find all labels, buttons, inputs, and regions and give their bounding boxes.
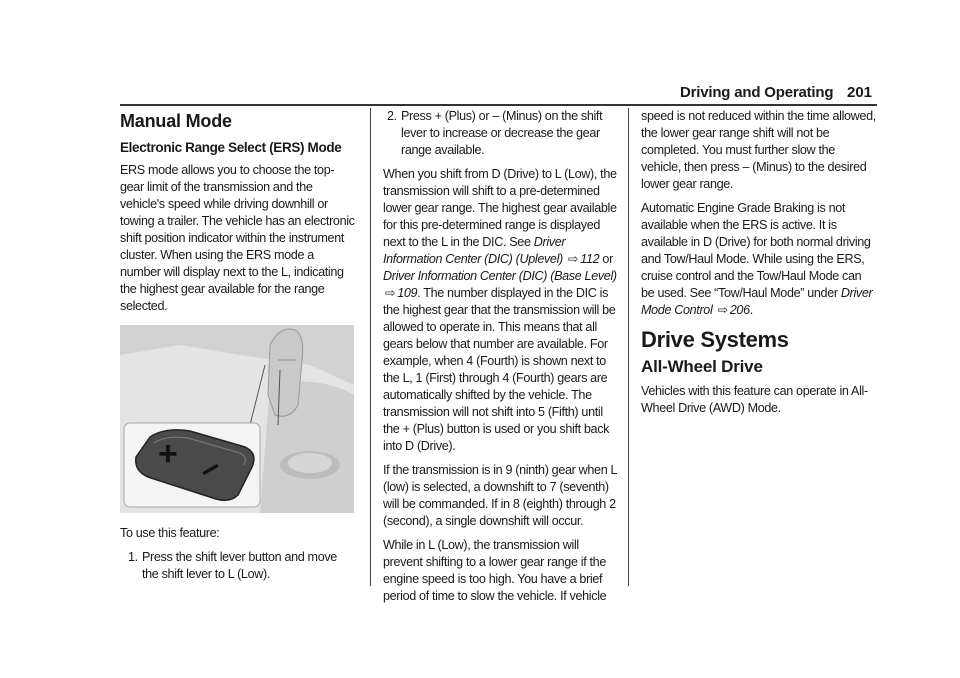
step-1-number: 1. [128, 550, 138, 564]
page-ref-arrow-icon: ⇨ [717, 303, 728, 317]
page-number: 201 [847, 84, 873, 101]
page-ref-206[interactable]: 206 [729, 303, 750, 317]
column-1 [120, 108, 356, 590]
step-2 [387, 108, 619, 159]
paragraph-shift-text-b: . The number displayed in the DIC is the highest gear that the transmission will be allowed to operate in. This means that all gears below that number are available. For example, when 4 (Fourth) is shown next to the L, 1 (First) through 4 (Fourth) gears are automatically shifted by the vehicle. The transmission will not shift into 5 (Fifth) until the + (Plus) button is used or you shift back into D (Drive). [383, 286, 616, 453]
step-2-number: 2. [387, 109, 397, 123]
period-text: . [749, 303, 753, 317]
running-header-section: Driving and Operating [680, 84, 834, 101]
column-3 [641, 108, 877, 424]
paragraph-ninth-gear: If the transmission is in 9 (ninth) gear when L (low) is selected, a downshift to 7 (seventh) will be commanded. If in 8 (eighth) through 2 (second), a single downshift will occur. [383, 463, 617, 528]
section-heading-drive-systems: Drive Systems [641, 327, 789, 352]
paragraph-shift-text-a: When you shift from D (Drive) to L (Low), the transmission will shift to a pre-determined lower gear range. The highest gear available for this pre-determined range is displayed next to the L in the DIC. See [383, 167, 617, 249]
grade-braking-text: Automatic Engine Grade Braking is not available when the ERS is active. It is available in D (Drive) for both normal driving and Tow/Haul Mode. While using the ERS, cruise control and the Tow/Haul Mode can be used. See “Tow/Haul Mode” under [641, 201, 871, 300]
shift-lever-illustration [120, 325, 354, 513]
figure-minus-label: – [191, 446, 227, 490]
paragraph-ers-intro: ERS mode allows you to choose the top-gear limit of the transmission and the vehicle's speed while driving downhill or towing a trailer. The vehicle has an electronic shift position indicator within the instrument cluster. When using the ERS mode a number will display next to the L, indicating the highest gear available for the range selected. [120, 163, 355, 313]
section-heading-manual-mode: Manual Mode [120, 111, 232, 131]
figure-plus-label: + [158, 435, 178, 473]
link-driver-mode-control[interactable]: Driver Mode Control [641, 286, 873, 317]
step-1-text: Press the shift lever button and move the shift lever to L (Low). [142, 550, 337, 581]
paragraph-awd: Vehicles with this feature can operate in All-Wheel Drive (AWD) Mode. [641, 384, 868, 415]
page-ref-arrow-icon: ⇨ [568, 252, 579, 266]
link-dic-uplevel[interactable]: Driver Information Center (DIC) (Uplevel) [383, 235, 566, 266]
page-ref-112[interactable]: 112 [580, 252, 600, 266]
paragraph-grade-braking [641, 200, 877, 319]
subheading-ers-mode: Electronic Range Select (ERS) Mode [120, 140, 342, 155]
paragraph-speed-not-reduced: speed is not reduced within the time allowed, the lower gear range shift will not be completed. You must further slow the vehicle, then press – (Minus) to the desired lower gear range. [641, 109, 876, 191]
or-text: or [599, 252, 613, 266]
column-divider-1 [370, 108, 371, 586]
page-ref-109[interactable]: 109 [397, 286, 418, 300]
paragraph-shift-to-low [383, 166, 619, 455]
subheading-all-wheel-drive: All-Wheel Drive [641, 357, 763, 376]
link-dic-base-level[interactable]: Driver Information Center (DIC) (Base Level) [383, 269, 617, 283]
page-ref-arrow-icon: ⇨ [385, 286, 396, 300]
column-divider-2 [628, 108, 629, 586]
header-rule [120, 104, 877, 106]
column-2 [383, 108, 619, 612]
step-1 [128, 549, 356, 583]
use-feature-label: To use this feature: [120, 526, 220, 540]
step-2-text: Press + (Plus) or – (Minus) on the shift lever to increase or decrease the gear range available. [401, 109, 603, 157]
paragraph-low-engine-speed: While in L (Low), the transmission will prevent shifting to a lower gear range if the engine speed is too high. You have a brief period of time to slow the vehicle. If vehicle [383, 538, 607, 603]
